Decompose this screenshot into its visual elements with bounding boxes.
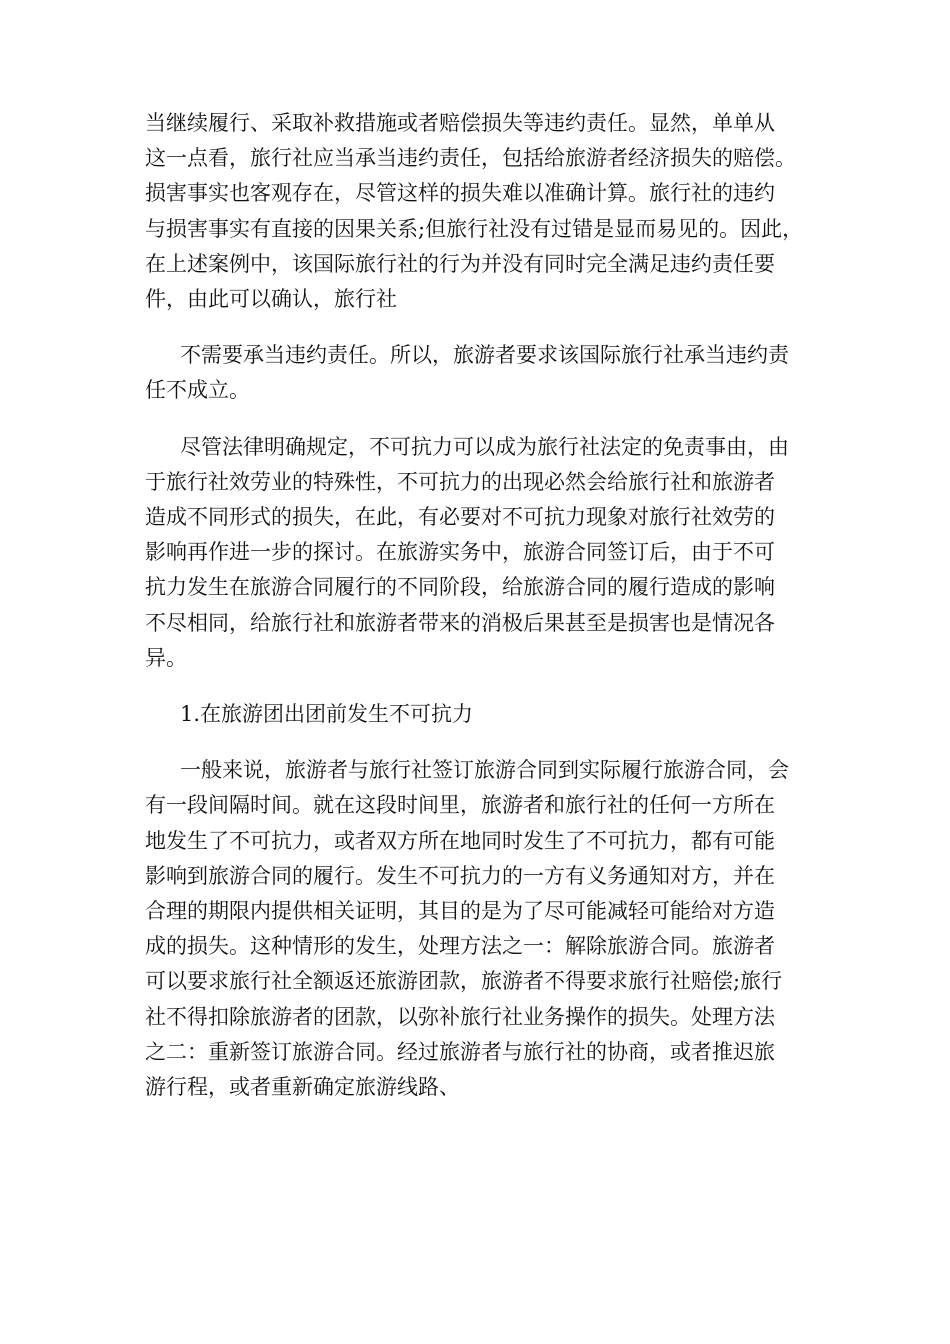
text-line: 合理的期限内提供相关证明，其目的是为了尽可能减轻可能给对方造	[145, 899, 775, 924]
text-line: 影响再作进一步的探讨。在旅游实务中，旅游合同签订后，由于不可	[145, 540, 775, 565]
paragraph-2	[145, 338, 817, 408]
text-line: 一般来说，旅游者与旅行社签订旅游合同到实际履行旅游合同，会	[180, 758, 789, 783]
text-line: 任不成立。	[145, 378, 250, 403]
paragraph-1	[145, 106, 817, 317]
text-line: 抗力发生在旅游合同履行的不同阶段，给旅游合同的履行造成的影响	[145, 575, 775, 600]
paragraph-4	[145, 753, 817, 1105]
text-line: 成的损失。这种情形的发生，处理方法之一：解除旅游合同。旅游者	[145, 934, 775, 959]
text-line: 在上述案例中，该国际旅行社的行为并没有同时完全满足违约责任要	[145, 251, 775, 276]
text-line: 于旅行社效劳业的特殊性，不可抗力的出现必然会给旅行社和旅游者	[145, 469, 775, 494]
text-line: 不需要承当违约责任。所以，旅游者要求该国际旅行社承当违约责	[180, 343, 789, 368]
text-line: 社不得扣除旅游者的团款，以弥补旅行社业务操作的损失。处理方法	[145, 1004, 775, 1029]
section-heading	[145, 697, 817, 732]
text-line: 件，由此可以确认，旅行社	[145, 287, 397, 312]
text-line: 游行程，或者重新确定旅游线路、	[145, 1075, 460, 1100]
text-line: 异。	[145, 645, 187, 670]
text-line: 地发生了不可抗力，或者双方所在地同时发生了不可抗力，都有可能	[145, 828, 775, 853]
text-line: 损害事实也客观存在，尽管这样的损失难以准确计算。旅行社的违约	[145, 181, 775, 206]
paragraph-3	[145, 430, 817, 676]
text-line: 可以要求旅行社全额返还旅游团款，旅游者不得要求旅行社赔偿;旅行	[145, 969, 783, 994]
text-line: 与损害事实有直接的因果关系;但旅行社没有过错是显而易见的。因此，	[145, 216, 804, 241]
text-line: 之二：重新签订旅游合同。经过旅游者与旅行社的协商，或者推迟旅	[145, 1039, 775, 1064]
text-line: 不尽相同，给旅行社和旅游者带来的消极后果甚至是损害也是情况各	[145, 610, 775, 635]
heading-text: 1.在旅游团出团前发生不可抗力	[180, 702, 474, 727]
text-line: 尽管法律明确规定，不可抗力可以成为旅行社法定的免责事由，由	[180, 434, 789, 459]
text-line: 当继续履行、采取补救措施或者赔偿损失等违约责任。显然，单单从	[145, 111, 775, 135]
text-line: 这一点看，旅行社应当承当违约责任，包括给旅游者经济损失的赔偿。	[145, 146, 796, 171]
text-line: 有一段间隔时间。就在这段时间里，旅游者和旅行社的任何一方所在	[145, 793, 775, 818]
text-line: 影响到旅游合同的履行。发生不可抗力的一方有义务通知对方，并在	[145, 863, 775, 888]
document-body	[145, 106, 817, 1126]
text-line: 造成不同形式的损失，在此，有必要对不可抗力现象对旅行社效劳的	[145, 505, 775, 530]
